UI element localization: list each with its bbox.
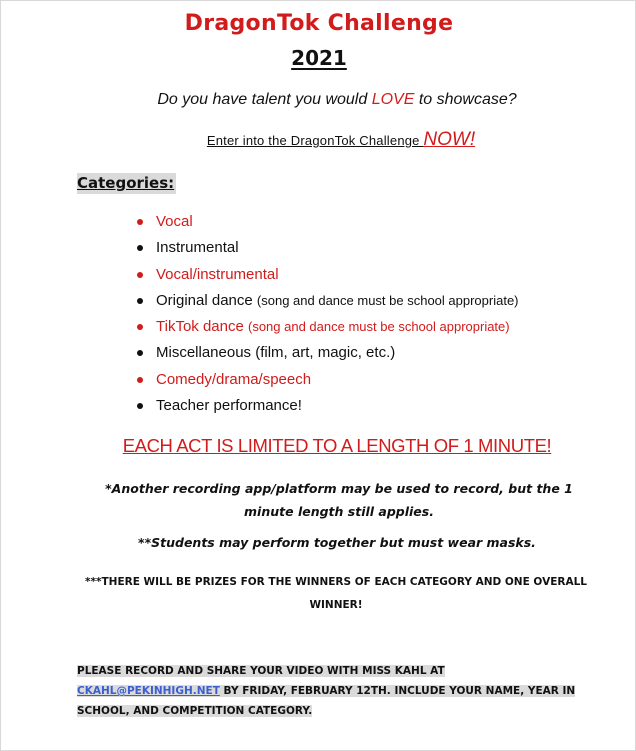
category-label: Vocal bbox=[156, 213, 193, 230]
footer-text-end: BY FRIDAY, FEBRUARY 12TH. INCLUDE YOUR NAME, YEAR IN SCHOOL, AND COMPETITION CATEGORY. bbox=[77, 685, 576, 717]
category-item bbox=[137, 237, 519, 263]
bullet-icon bbox=[137, 245, 143, 251]
time-limit-notice: EACH ACT IS LIMITED TO A LENGTH OF 1 MINUTE! bbox=[122, 435, 552, 456]
category-item bbox=[137, 316, 519, 342]
category-item bbox=[137, 342, 519, 368]
bullet-icon bbox=[137, 298, 143, 304]
recording-note: *Another recording app/platform may be used to record, but the 1 minute length still applies. bbox=[105, 481, 573, 519]
email-link[interactable]: CKAHL@PEKINHIGH.NET bbox=[77, 685, 220, 697]
category-item bbox=[137, 290, 519, 316]
category-label: Instrumental bbox=[156, 239, 239, 257]
categories-list bbox=[137, 211, 519, 421]
question-love-word: LOVE bbox=[371, 91, 415, 108]
category-label: Vocal/instrumental bbox=[156, 265, 279, 283]
bullet-icon bbox=[137, 324, 143, 330]
category-item bbox=[137, 211, 519, 237]
bullet-icon bbox=[137, 377, 143, 383]
bullet-icon bbox=[137, 272, 143, 278]
footer-text-start: PLEASE RECORD AND SHARE YOUR VIDEO WITH MISS KAHL AT bbox=[77, 665, 445, 677]
categories-heading: Categories: bbox=[77, 174, 175, 192]
category-item bbox=[137, 395, 519, 421]
prizes-note: ***THERE WILL BE PRIZES FOR THE WINNERS OF EACH CATEGORY AND ONE OVERALL WINNER! bbox=[85, 576, 587, 611]
talent-question bbox=[1, 91, 636, 109]
flyer-year: 2021 bbox=[291, 46, 347, 70]
enter-text: Enter into the DragonTok Challenge bbox=[206, 133, 424, 148]
category-label: TikTok dance bbox=[156, 318, 248, 336]
flyer-title: DragonTok Challenge bbox=[184, 11, 454, 36]
category-label: Original dance bbox=[156, 291, 257, 309]
category-label: Teacher performance! bbox=[156, 397, 302, 415]
category-note: (song and dance must be school appropriate) bbox=[248, 319, 510, 335]
bullet-icon bbox=[137, 219, 143, 225]
submission-instructions bbox=[77, 661, 577, 721]
masks-note: **Students may perform together but must wear masks. bbox=[138, 535, 536, 550]
question-text-start: Do you have talent you would bbox=[157, 91, 372, 108]
enter-now: NOW! bbox=[423, 129, 476, 150]
category-item bbox=[137, 369, 519, 395]
category-item bbox=[137, 264, 519, 290]
category-label: Miscellaneous (film, art, magic, etc.) bbox=[156, 344, 396, 362]
bullet-icon bbox=[137, 350, 143, 356]
category-label: Comedy/drama/speech bbox=[156, 370, 312, 388]
enter-call-to-action bbox=[1, 129, 636, 151]
question-text-end: to showcase? bbox=[414, 91, 517, 108]
bullet-icon bbox=[137, 403, 143, 409]
category-note: (song and dance must be school appropriate) bbox=[256, 292, 519, 308]
